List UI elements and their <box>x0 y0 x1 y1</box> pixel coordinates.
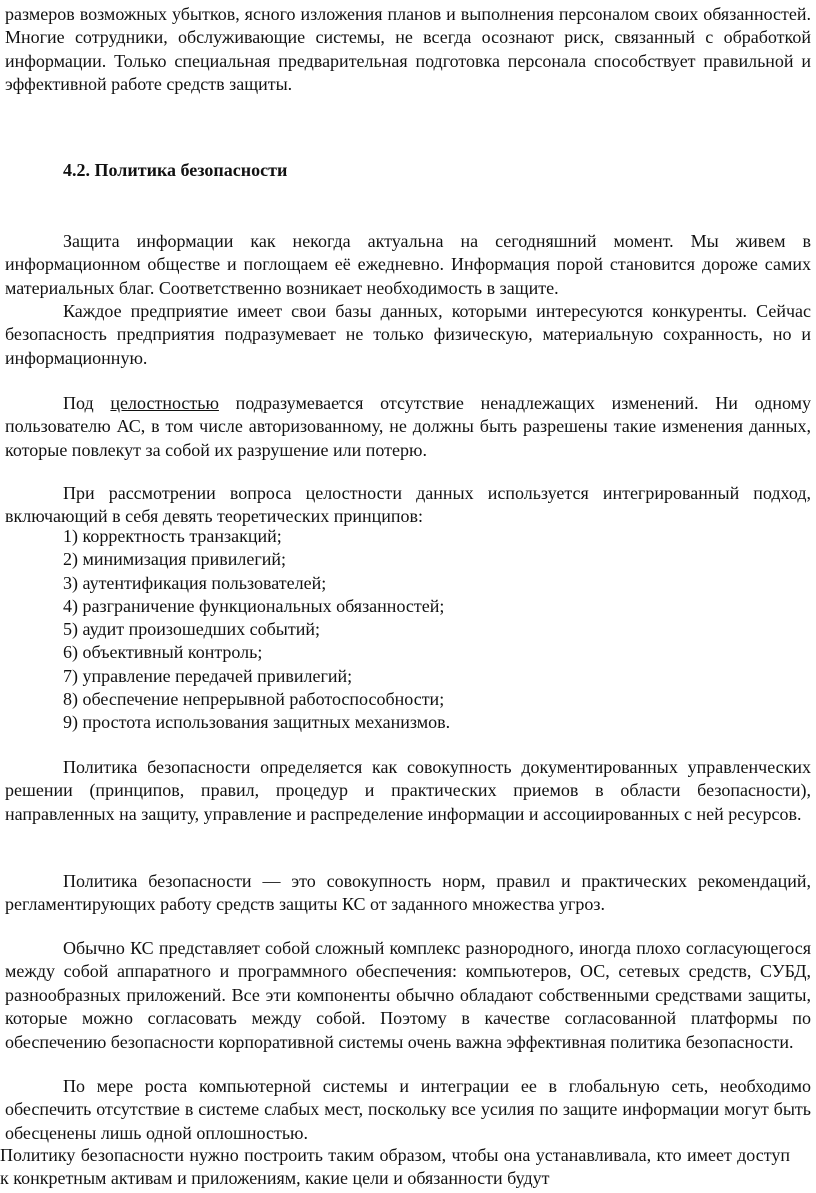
paragraph-complex-system: Обычно КС представляет собой сложный комплекс разнородного, иногда плохо согласующегося между собой аппаратного и программного обеспечения: компьютеров, ОС, сетевых средств, СУБД, разнообразных приложений. Все эти компоненты обычно обладают собственными средствами защиты, которые можно согласовать между собой. Поэтому в качестве согласованной платформы по обеспечению безопасности корпоративной системы очень важна эффективная политика безопасности. <box>5 938 811 1052</box>
integrity-prefix: Под <box>63 393 111 413</box>
paragraph-system-growth: По мере роста компьютерной системы и интеграции ее в глобальную сеть, необходимо обеспечить отсутствие в системе слабых мест, поскольку все усилия по защите информации могут быть обесценены лишь одной оплошностью. <box>5 1076 811 1143</box>
paragraph-policy-norms: Политика безопасности — это совокупность норм, правил и практических рекомендаций, регламентирующих работу средств защиты КС от заданного множества угроз. <box>5 871 811 915</box>
paragraph-policy-definition: Политика безопасности определяется как совокупность документированных управленческих решении (принципов, правил, процедур и практических приемов в области безопасности), направленных на защиту, управление и распределение информации и ассоциированных с ней ресурсов. <box>5 757 811 824</box>
paragraph-integrity-approach: При рассмотрении вопроса целостности данных используется интегрированный подход, включающий в себя девять теоретических принципов: <box>5 483 811 527</box>
list-item: 4) разграничение функциональных обязанностей; <box>63 595 445 616</box>
integrity-term: целостностью <box>110 393 219 413</box>
list-item: 6) объективный контроль; <box>63 642 263 663</box>
paragraph-integrity-definition <box>5 392 811 462</box>
paragraph-information-protection: Защита информации как некогда актуальна на сегодняшний момент. Мы живем в информационном обществе и поглощаем её ежедневно. Информация порой становится дороже самих материальных благ. Соответственно возникает необходимость в защите. <box>5 231 811 298</box>
list-item: 8) обеспечение непрерывной работоспособности; <box>63 689 445 710</box>
list-item: 7) управление передачей привилегий; <box>63 665 353 686</box>
principles-list <box>63 525 450 735</box>
integrity-suffix: подразумевается отсутствие ненадлежащих изменений. Ни одному пользователю АС, в том числе авторизованному, не должны быть разрешены такие изменения данных, которые повлекут за собой их разрушение или потерю. <box>5 393 812 460</box>
paragraph-policy-construction: Политику безопасности нужно построить таким образом, чтобы она устанавливала, кто имеет доступ к конкретным активам и приложениям, какие цели и обязанности будут <box>0 1145 790 1189</box>
section-heading: 4.2. Политика безопасности <box>63 160 288 180</box>
list-item: 1) корректность транзакций; <box>63 526 282 546</box>
list-item: 5) аудит произошедших событий; <box>63 619 321 640</box>
list-item: 2) минимизация привилегий; <box>63 549 286 570</box>
paragraph-intro-continuation: размеров возможных убытков, ясного изложения планов и выполнения персоналом своих обязанностей. Многие сотрудники, обслуживающие системы, не всегда осознают риск, связанный с обработкой информации. Только специальная предварительная подготовка персонала способствует правильной и эффективной работе средств защиты. <box>5 4 811 95</box>
paragraph-enterprise-databases: Каждое предприятие имеет свои базы данных, которыми интересуются конкуренты. Сейчас безопасность предприятия подразумевает не только физическую, материальную сохранность, но и информационную. <box>5 301 811 368</box>
list-item: 3) аутентификация пользователей; <box>63 572 327 593</box>
list-item: 9) простота использования защитных механизмов. <box>63 712 451 733</box>
